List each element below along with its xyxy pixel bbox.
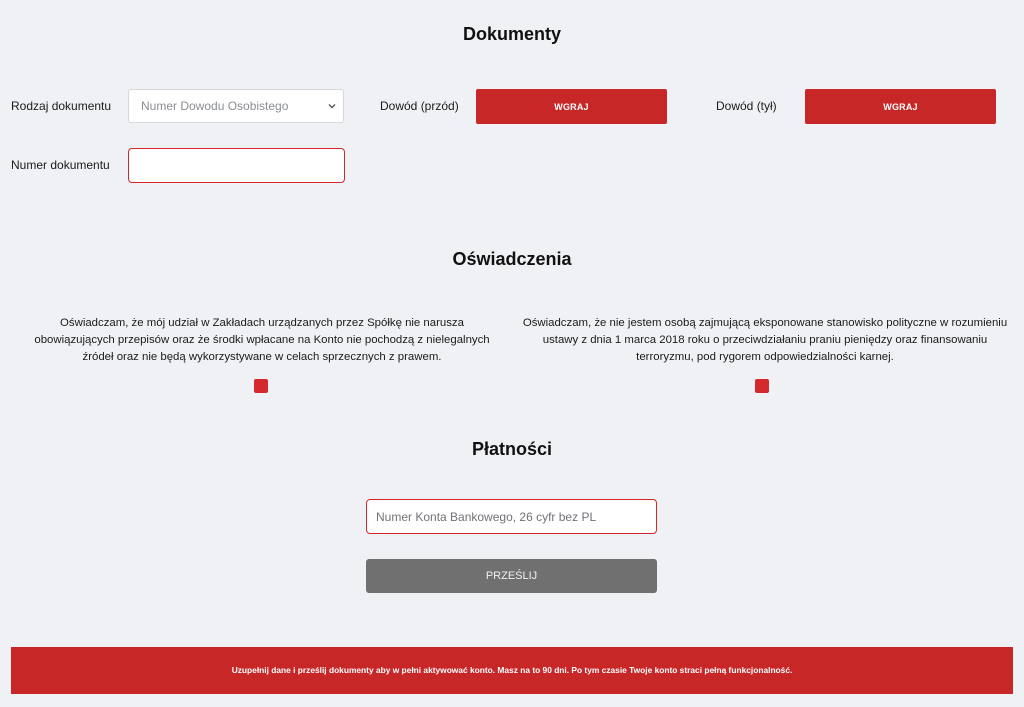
- upload-front-button[interactable]: WGRAJ: [476, 89, 667, 124]
- front-id-label: Dowód (przód): [380, 99, 459, 113]
- back-id-label: Dowód (tył): [716, 99, 777, 113]
- declaration-checkbox-pep[interactable]: [755, 379, 769, 393]
- chevron-down-icon: [327, 90, 337, 122]
- documents-title: Dokumenty: [462, 24, 561, 44]
- declarations-title: Oświadczenia: [452, 249, 572, 269]
- doc-type-selected-value: Numer Dowodu Osobistego: [141, 99, 289, 113]
- doc-type-label: Rodzaj dokumentu: [11, 99, 112, 113]
- declaration-checkbox-legal-funds[interactable]: [254, 379, 268, 393]
- payments-title: Płatności: [471, 439, 553, 459]
- doc-number-input[interactable]: [128, 148, 345, 183]
- bank-account-input[interactable]: [366, 499, 657, 534]
- activation-notice-banner: [11, 647, 1013, 694]
- declaration-text-legal-funds: Oświadczam, że mój udział w Zakładach urządzanych przez Spółkę nie narusza obowiązujących przepisów oraz że środki wpłacane na Konto nie pochodzą z nielegalnych źródeł oraz nie będą wykorzystywane w celach sprzecznych z prawem.: [34, 317, 490, 363]
- doc-type-select[interactable]: [128, 89, 344, 123]
- submit-button[interactable]: PRZEŚLIJ: [366, 559, 657, 593]
- activation-notice-text: Uzupełnij dane i prześlij dokumenty aby w pełni aktywować konto. Masz na to 90 dni. Po tym czasie Twoje konto straci pełną funkcjonalność.: [231, 665, 793, 675]
- upload-back-button[interactable]: WGRAJ: [805, 89, 996, 124]
- doc-number-label: Numer dokumentu: [11, 158, 110, 172]
- declaration-text-pep: Oświadczam, że nie jestem osobą zajmującą eksponowane stanowisko polityczne w rozumieniu ustawy z dnia 1 marca 2018 roku o przeciwdziałaniu praniu pieniędzy oraz finansowaniu terroryzmu, pod rygorem odpowiedzialności karnej.: [522, 317, 1008, 363]
